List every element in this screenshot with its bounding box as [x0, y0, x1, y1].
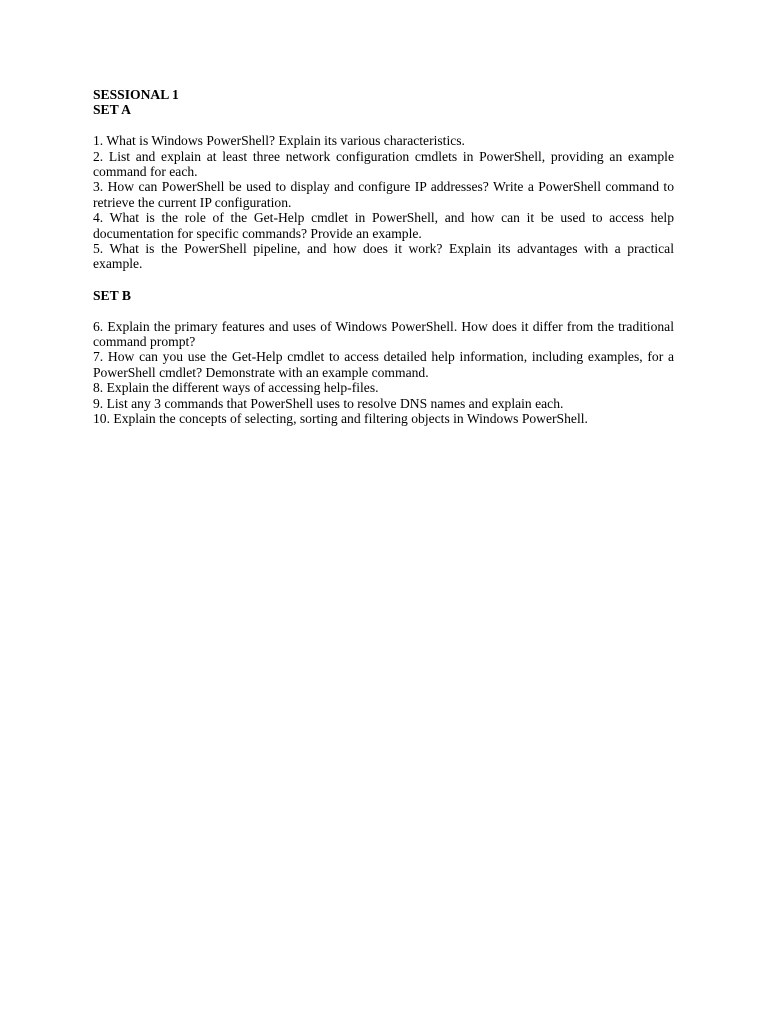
- question-item: 1. What is Windows PowerShell? Explain its various characteristics.: [93, 133, 465, 149]
- spacer: [93, 118, 674, 133]
- spacer: [93, 303, 674, 318]
- question-item: 3. How can PowerShell be used to display and configure IP addresses? Write a PowerShell command to retrieve the current IP configuration.: [93, 179, 674, 210]
- set-a-heading: SET A: [93, 102, 131, 118]
- question-item: 10. Explain the concepts of selecting, sorting and filtering objects in Windows PowerShell.: [93, 411, 588, 427]
- question-item: 6. Explain the primary features and uses of Windows PowerShell. How does it differ from the traditional command prompt?: [93, 318, 674, 350]
- set-b-question-list: [93, 319, 674, 427]
- question-item: 8. Explain the different ways of accessing help-files.: [93, 380, 379, 396]
- question-item: 5. What is the PowerShell pipeline, and how does it work? Explain its advantages with a practical example.: [93, 241, 674, 272]
- set-b-heading: SET B: [93, 287, 131, 303]
- document-page: [93, 87, 674, 427]
- question-item: 7. How can you use the Get-Help cmdlet to access detailed help information, including examples, for a PowerShell cmdlet? Demonstrate with an example command.: [93, 349, 674, 380]
- question-item: 4. What is the role of the Get-Help cmdlet in PowerShell, and how can it be used to access help documentation for specific commands? Provide an example.: [93, 210, 674, 241]
- question-item: 2. List and explain at least three network configuration cmdlets in PowerShell, providing an example command for each.: [93, 148, 674, 180]
- spacer: [93, 272, 674, 288]
- question-item: 9. List any 3 commands that PowerShell uses to resolve DNS names and explain each.: [93, 395, 564, 411]
- set-a-question-list: [93, 133, 674, 272]
- document-title: SESSIONAL 1: [93, 87, 179, 102]
